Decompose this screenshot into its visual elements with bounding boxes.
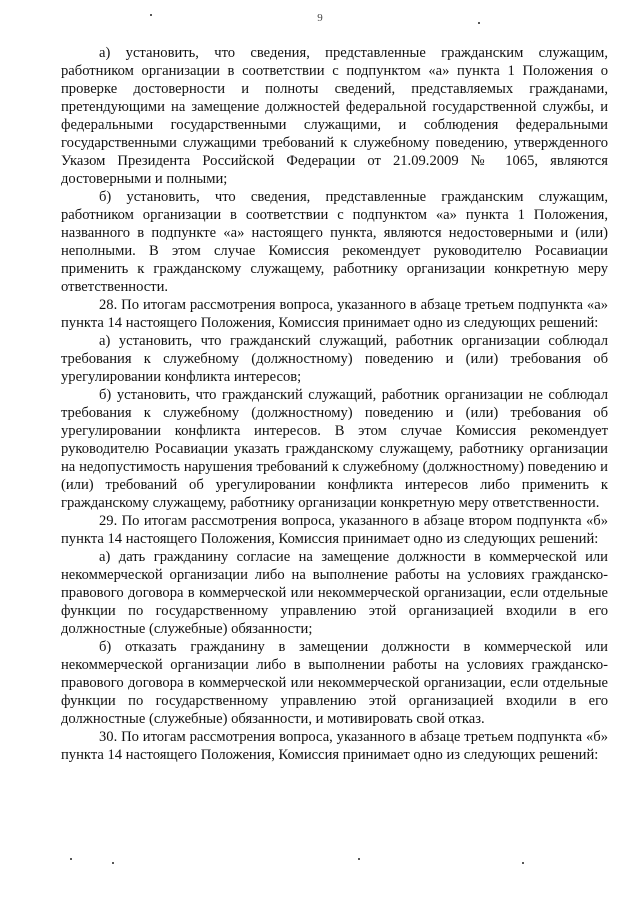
scan-speck xyxy=(70,858,72,860)
paragraph: 28. По итогам рассмотрения вопроса, указанного в абзаце третьем подпункта «а» пункта 14 настоящего Положения, Комиссия принимает одно из следующих решений: xyxy=(61,297,608,331)
paragraph: б) отказать гражданину в замещении должности в коммерческой или некоммерческой организации либо в выполнении работы на условиях гражданско-правового договора в коммерческой или некоммерческой организации, если отдельные функции по государственному управлению этой организацией входили в его должностные (служебные) обязанности, и мотивировать свой отказ. xyxy=(61,639,608,727)
scan-speck xyxy=(522,862,524,864)
paragraph: 30. По итогам рассмотрения вопроса, указанного в абзаце третьем подпункта «б» пункта 14 настоящего Положения, Комиссия принимает одно из следующих решений: xyxy=(61,729,608,763)
paragraph: б) установить, что гражданский служащий, работник организации не соблюдал требования к служебному (должностному) поведению и (или) требования об урегулировании конфликта интересов. В этом случае Комиссия рекомендует руководителю Росавиации указать гражданскому служащему, работнику организации на недопустимость нарушения требований к служебному (должностному) поведению и (или) требований об урегулировании конфликта интересов либо применить к гражданскому служащему, работнику организации конкретную меру ответственности. xyxy=(61,387,608,511)
paragraph: 29. По итогам рассмотрения вопроса, указанного в абзаце втором подпункта «б» пункта 14 настоящего Положения, Комиссия принимает одно из следующих решений: xyxy=(61,513,608,547)
paragraph: а) дать гражданину согласие на замещение должности в коммерческой или некоммерческой организации либо на выполнение работы на условиях гражданско-правового договора в коммерческой или некоммерческой организации, если отдельные функции по государственному управлению этой организацией входили в его должностные (служебные) обязанности; xyxy=(61,549,608,637)
scan-speck xyxy=(112,862,114,864)
paragraph: а) установить, что сведения, представленные гражданским служащим, работником организации в соответствии с подпунктом «а» пункта 1 Положения о проверке достоверности и полноты сведений, представляемых гражданами, претендующими на замещение должностей федеральной государственной службы, и федеральными государственными служащими, и соблюдения федеральными государственными служащими требований к служебному поведению, утвержденного Указом Президента Российской Федерации от 21.09.2009 № 1065, являются достоверными и полными; xyxy=(61,45,608,187)
scan-speck xyxy=(478,22,480,24)
paragraph: б) установить, что сведения, представленные гражданским служащим, работником организации в соответствии с подпунктом «а» пункта 1 Положения, названного в подпункте «а» настоящего пункта, являются недостоверными и (или) неполными. В этом случае Комиссия рекомендует руководителю Росавиации применить к гражданскому служащему, работнику организации конкретную меру ответственности. xyxy=(61,189,608,295)
page-number: 9 xyxy=(317,12,323,24)
scan-speck xyxy=(358,858,360,860)
scan-speck xyxy=(150,14,152,16)
document-body xyxy=(61,44,608,764)
paragraph: а) установить, что гражданский служащий, работник организации соблюдал требования к служебному (должностному) поведению и (или) требования об урегулировании конфликта интересов; xyxy=(61,333,608,385)
